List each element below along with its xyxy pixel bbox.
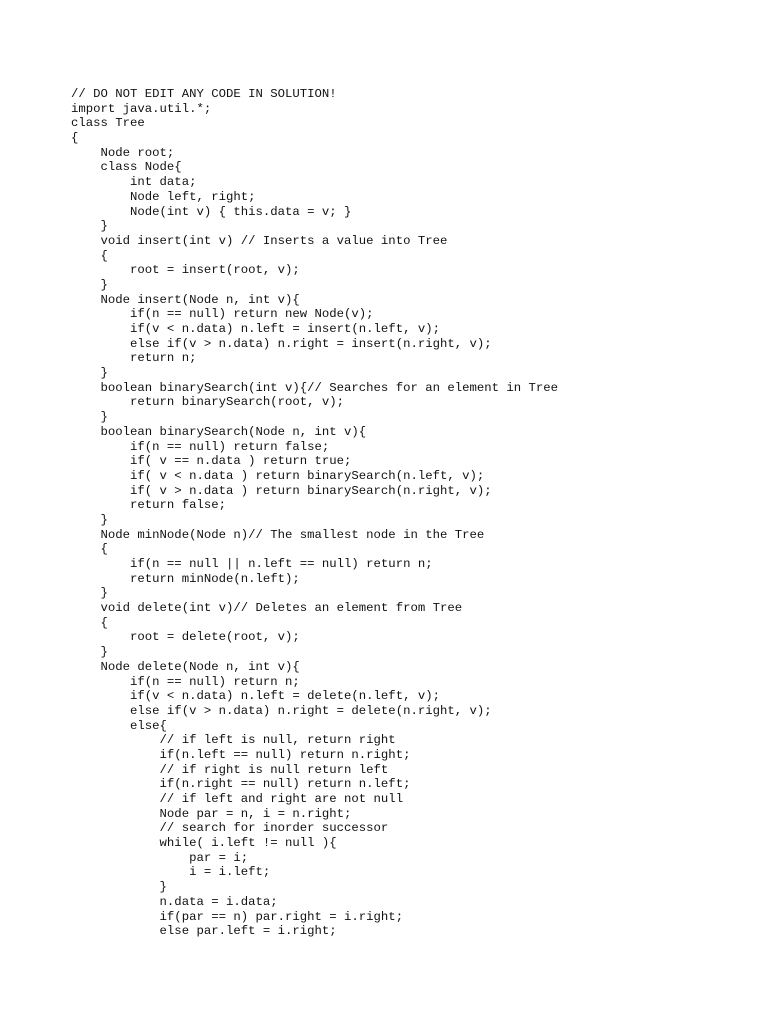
code-line: Node left, right; (71, 189, 256, 204)
code-line: if( v < n.data ) return binarySearch(n.left, v); (71, 468, 485, 483)
code-line: } (71, 219, 108, 234)
code-line: } (71, 880, 167, 895)
code-line: boolean binarySearch(int v){// Searches for an element in Tree (71, 380, 559, 395)
code-line: // DO NOT EDIT ANY CODE IN SOLUTION! (71, 87, 337, 101)
code-line: import java.util.*; (71, 101, 212, 116)
code-line: if( v > n.data ) return binarySearch(n.right, v); (71, 483, 492, 498)
code-line: Node delete(Node n, int v){ (71, 659, 300, 674)
code-line: // if right is null return left (71, 762, 389, 777)
code-line: class Node{ (71, 160, 182, 175)
code-line: else par.left = i.right; (71, 924, 337, 939)
code-line: } (71, 410, 108, 425)
code-line: { (71, 131, 79, 146)
code-line: par = i; (71, 850, 249, 865)
code-line: int data; (71, 175, 197, 190)
code-line: } (71, 586, 108, 601)
code-line: return binarySearch(root, v); (71, 395, 345, 410)
code-line: if(n == null || n.left == null) return n; (71, 557, 433, 571)
code-line: while( i.left != null ){ (71, 836, 337, 851)
code-line: if(par == n) par.right = i.right; (71, 909, 404, 924)
code-line: else{ (71, 718, 167, 733)
code-line: Node(int v) { this.data = v; } (71, 204, 352, 219)
code-line: if(n == null) return false; (71, 439, 330, 454)
code-line: return n; (71, 351, 197, 366)
code-line: boolean binarySearch(Node n, int v){ (71, 424, 367, 439)
code-block (71, 87, 558, 939)
code-line: n.data = i.data; (71, 894, 278, 909)
code-line: class Tree (71, 116, 145, 131)
code-line: { (71, 248, 108, 263)
code-line: else if(v > n.data) n.right = insert(n.right, v); (71, 336, 492, 351)
code-line: return false; (71, 498, 226, 513)
code-line: Node minNode(Node n)// The smallest node in the Tree (71, 527, 485, 542)
code-line: else if(v > n.data) n.right = delete(n.right, v); (71, 703, 492, 718)
code-line: if(n == null) return new Node(v); (71, 307, 374, 322)
code-line: } (71, 512, 108, 527)
code-line: i = i.left; (71, 865, 271, 880)
code-line: if(v < n.data) n.left = insert(n.left, v); (71, 322, 440, 336)
code-line: { (71, 615, 108, 630)
code-line: Node root; (71, 145, 175, 160)
code-line: if(v < n.data) n.left = delete(n.left, v); (71, 689, 440, 704)
code-line: { (71, 542, 108, 557)
code-line: void insert(int v) // Inserts a value into Tree (71, 233, 448, 248)
code-line: } (71, 277, 108, 292)
code-line: Node par = n, i = n.right; (71, 806, 352, 821)
code-line: if(n.left == null) return n.right; (71, 747, 411, 762)
code-line: // if left is null, return right (71, 733, 396, 748)
code-line: root = insert(root, v); (71, 263, 300, 278)
code-line: if(n.right == null) return n.left; (71, 777, 411, 792)
code-line: root = delete(root, v); (71, 630, 300, 645)
code-line: } (71, 645, 108, 660)
code-line: void delete(int v)// Deletes an element from Tree (71, 601, 463, 616)
code-line: return minNode(n.left); (71, 571, 300, 586)
code-line: if(n == null) return n; (71, 674, 300, 689)
code-line: Node insert(Node n, int v){ (71, 292, 300, 307)
code-line: } (71, 366, 108, 381)
code-line: // search for inorder successor (71, 821, 389, 836)
code-line: if( v == n.data ) return true; (71, 454, 352, 469)
code-line: // if left and right are not null (71, 792, 404, 806)
